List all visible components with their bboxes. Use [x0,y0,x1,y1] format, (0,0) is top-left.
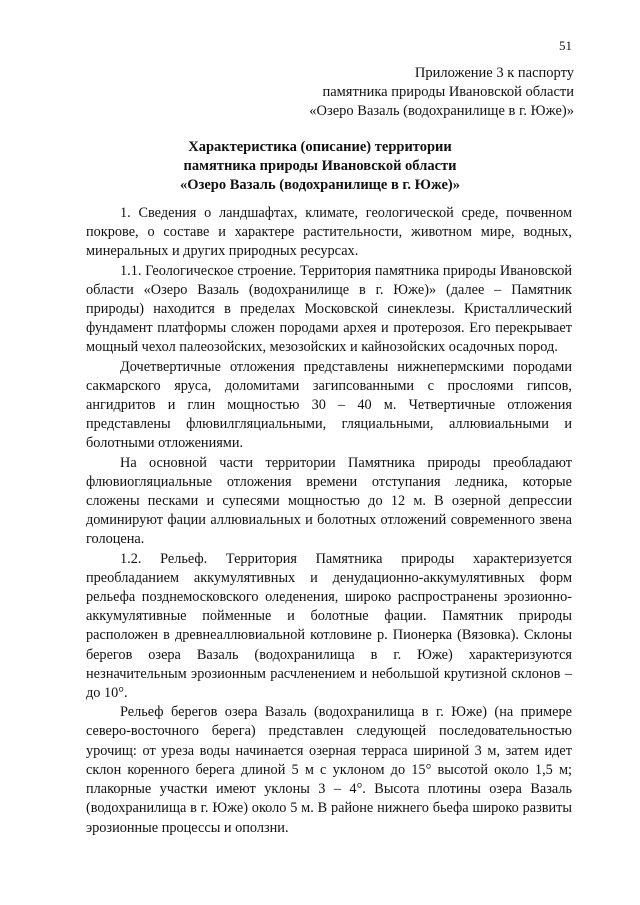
document-body [86,204,572,838]
paragraph: На основной части территории Памятника природы преобладают флювиогляциальные отложения времени отступания ледника, которые сложены песками и супесями мощностью до 12 м. В озерной депрессии доминируют фации аллювиальных и болотных отложений современного звена голоцена. [86,454,572,548]
paragraph: 1. Сведения о ландшафтах, климате, геологической среде, почвенном покрове, о составе и характере растительности, животном мире, водных, минеральных и других природных ресурсах. [86,205,572,260]
title-line: памятника природы Ивановской области [183,158,457,174]
paragraph: 1.1. Геологическое строение. Территория памятника природы Ивановской области «Озеро Вазаль (водохранилище в г. Юже)» (далее – Памятник природы) находится в пределах Московской синеклезы. Кристаллический фундамент платформы сложен породами архея и протерозоя. Его перекрывает мощный чехол палеозойских, мезозойских и кайнозойских осадочных пород. [86,262,572,356]
title-line: Характеристика (описание) территории [188,139,452,155]
appendix-header [194,64,574,121]
paragraph: Дочетвертичные отложения представлены нижнепермскими породами сакмарского яруса, доломитами загипсованными с прослоями гипсов, ангидритов и глин мощностью 30 – 40 м. Четвертичные отложения представлены флювилгляциальными, гляциальными, аллювиальными и болотными отложениями. [86,358,572,452]
page-number: 51 [559,38,572,53]
paragraph: Рельеф берегов озера Вазаль (водохранилища в г. Юже) (на примере северо-восточного берега) представлен следующей последовательностью урочищ: от уреза воды начинается озерная терраса шириной 3 м, затем идет склон коренного берега длиной 5 м с уклоном до 15° высотой около 1,5 м; плакорные участки имеют уклоны 3 – 4°. Высота плотины озера Вазаль (водохранилища в г. Юже) около 5 м. В районе нижнего бьефа широко развиты эрозионные процессы и оползни. [86,704,572,836]
title-line: «Озеро Вазаль (водохранилище в г. Юже)» [180,177,460,193]
document-title [80,138,560,195]
appendix-line: Приложение 3 к паспорту [414,65,574,81]
appendix-line: памятника природы Ивановской области [322,84,574,100]
appendix-line: «Озеро Вазаль (водохранилище в г. Юже)» [309,103,574,119]
paragraph: 1.2. Рельеф. Территория Памятника природы характеризуется преобладанием аккумулятивных и денудационно-аккумулятивных форм рельефа позднемосковского оледенения, широко распространены эрозионно-аккумулятивные пойменные и болотные фации. Памятник природы расположен в древнеаллювиальной котловине р. Пионерка (Вязовка). Склоны берегов озера Вазаль (водохранилища в г. Юже) характеризуются незначительным эрозионным расчленением и небольшой крутизной склонов – до 10°. [86,550,572,702]
